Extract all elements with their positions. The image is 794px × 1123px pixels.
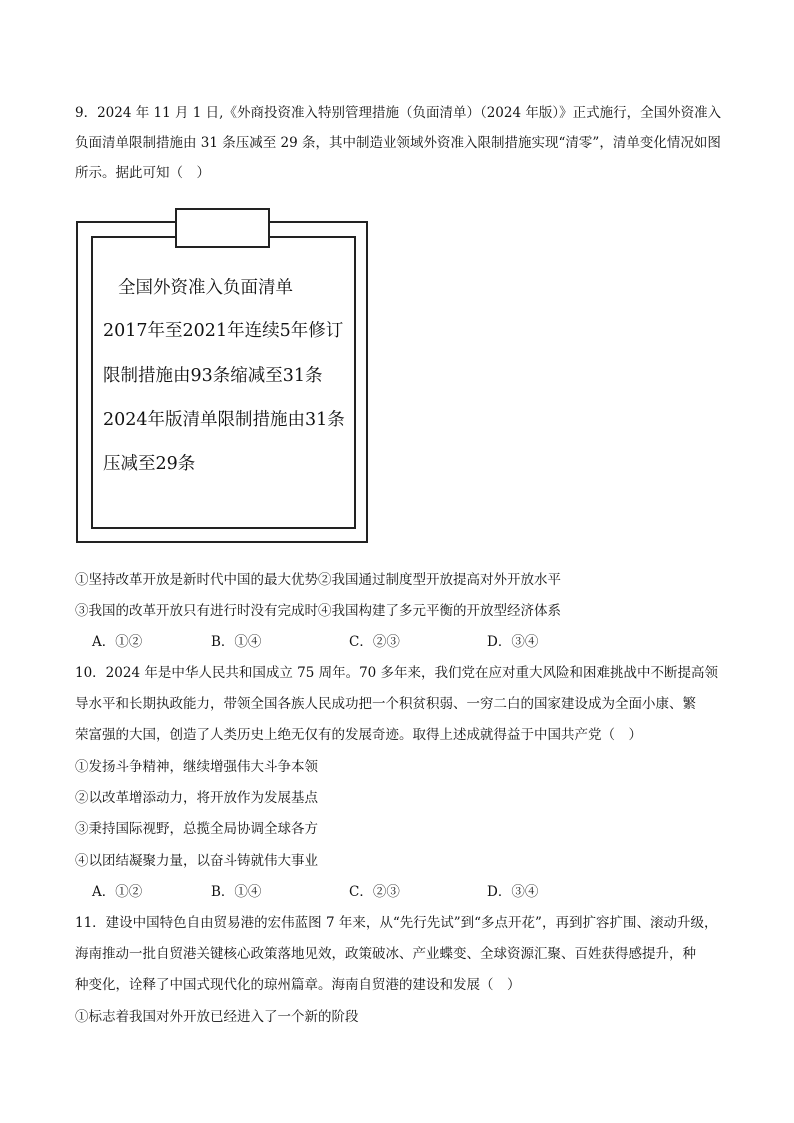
q11-stem-line-1: 11．建设中国特色自由贸易港的宏伟蓝图 7 年来，从“先行先试”到“多点开花”，再到扩容扩围、滚动升级， (75, 915, 718, 931)
q10-answer-c[interactable]: C．②③ (349, 884, 400, 900)
figure-line-3: 限制措施由93条缩减至31条 (103, 366, 323, 386)
q10-option-4: ④以团结凝聚力量，以奋斗铸就伟大事业 (75, 853, 318, 869)
q9-stem-line-3: 所示。据此可知（ ） (75, 165, 210, 181)
q10-stem-line-1: 10．2024 年是中华人民共和国成立 75 周年。70 多年来，我们党在应对重大风险和困难挑战中不断提高领 (75, 665, 719, 681)
q10-answer-b[interactable]: B．①④ (211, 884, 262, 900)
q10-stem-line-2: 导水平和长期执政能力，带领全国各族人民成功把一个积贫积弱、一穷二白的国家建设成为全面小康、繁 (75, 696, 696, 712)
q9-answer-d[interactable]: D．③④ (487, 634, 539, 650)
q9-answer-b[interactable]: B．①④ (211, 634, 262, 650)
q9-stem-line-1: 9．2024 年 11 月 1 日,《外商投资准入特别管理措施（负面清单）（2024 年版）》正式施行，全国外资准入 (75, 105, 722, 121)
q9-answer-c[interactable]: C．②③ (349, 634, 400, 650)
q11-option-1: ①标志着我国对外开放已经进入了一个新的阶段 (75, 1009, 359, 1025)
q9-answer-a[interactable]: A．①② (92, 634, 143, 650)
figure-line-4: 2024年版清单限制措施由31条 (103, 410, 345, 430)
q10-answer-a[interactable]: A．①② (92, 884, 143, 900)
q10-option-1: ①发扬斗争精神，继续增强伟大斗争本领 (75, 759, 318, 775)
q10-stem-line-3: 荣富强的大国，创造了人类历史上绝无仅有的发展奇迹。取得上述成就得益于中国共产党（ ） (75, 727, 642, 743)
q10-option-3: ③秉持国际视野，总揽全局协调全球各方 (75, 821, 318, 837)
figure-line-2: 2017年至2021年连续5年修订 (103, 321, 344, 341)
clipboard-clip (175, 208, 270, 248)
q9-stem-line-2: 负面清单限制措施由 31 条压减至 29 条，其中制造业领域外资准入限制措施实现“清零”，清单变化情况如图 (75, 135, 721, 151)
q9-option-line-1: ①坚持改革开放是新时代中国的最大优势②我国通过制度型开放提高对外开放水平 (75, 572, 561, 588)
q10-option-2: ②以改革增添动力，将开放作为发展基点 (75, 790, 318, 806)
figure-title: 全国外资准入负面清单 (118, 278, 293, 298)
q11-stem-line-3: 种变化，诠释了中国式现代化的琼州篇章。海南自贸港的建设和发展（ ） (75, 977, 521, 993)
q9-option-line-2: ③我国的改革开放只有进行时没有完成时④我国构建了多元平衡的开放型经济体系 (75, 603, 561, 619)
q10-answer-d[interactable]: D．③④ (487, 884, 539, 900)
q11-stem-line-2: 海南推动一批自贸港关键核心政策落地见效，政策破冰、产业蝶变、全球资源汇聚、百姓获得感提升，种 (75, 946, 696, 962)
figure-line-5: 压减至29条 (103, 454, 196, 474)
